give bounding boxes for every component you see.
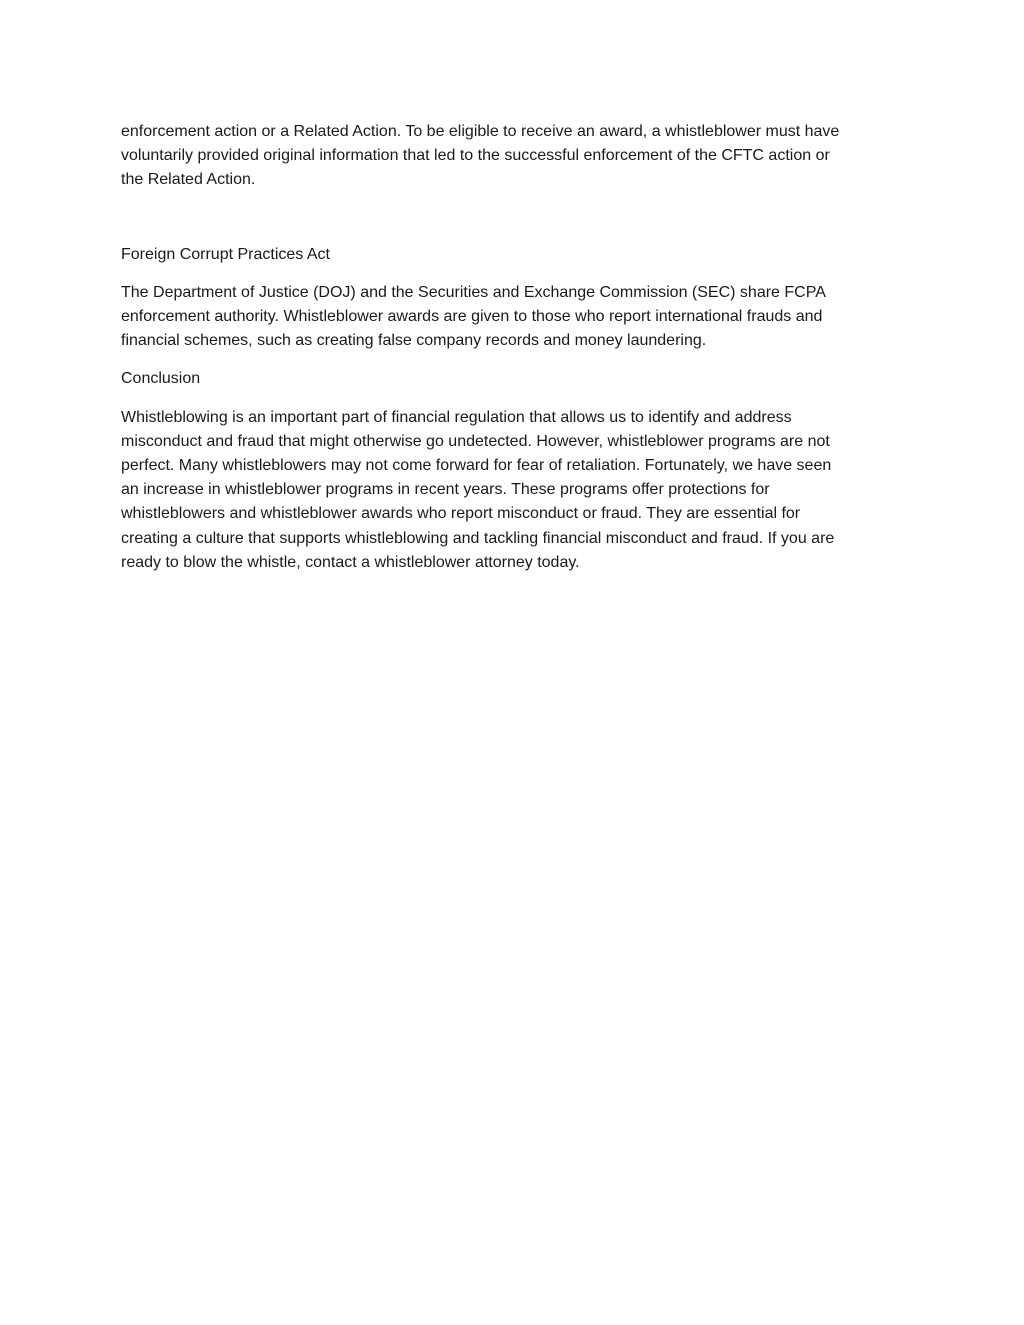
section-heading-conclusion: Conclusion bbox=[121, 370, 201, 388]
document-page bbox=[121, 120, 901, 575]
text-line: misconduct and fraud that might otherwise go undetected. However, whistleblower programs are not bbox=[121, 432, 830, 450]
section-heading-fcpa: Foreign Corrupt Practices Act bbox=[121, 245, 330, 263]
text-line: perfect. Many whistleblowers may not come forward for fear of retaliation. Fortunately, we have seen bbox=[121, 457, 832, 475]
text-line: the Related Action. bbox=[121, 171, 256, 189]
text-line: Whistleblowing is an important part of financial regulation that allows us to identify and address bbox=[121, 408, 792, 426]
text-line: voluntarily provided original information that led to the successful enforcement of the CFTC action or bbox=[121, 147, 830, 165]
text-line: ready to blow the whistle, contact a whistleblower attorney today. bbox=[121, 553, 580, 571]
text-line: creating a culture that supports whistleblowing and tackling financial misconduct and fraud. If you are bbox=[121, 529, 835, 547]
text-line: enforcement authority. Whistleblower awards are given to those who report international frauds and bbox=[121, 308, 823, 326]
text-line: The Department of Justice (DOJ) and the Securities and Exchange Commission (SEC) share FCPA bbox=[121, 283, 826, 301]
paragraph-cftc-continuation bbox=[121, 120, 901, 193]
text-line: an increase in whistleblower programs in recent years. These programs offer protections for bbox=[121, 481, 770, 499]
text-line: financial schemes, such as creating false company records and money laundering. bbox=[121, 332, 707, 350]
text-line: whistleblowers and whistleblower awards who report misconduct or fraud. They are essential for bbox=[121, 505, 801, 523]
paragraph-fcpa bbox=[121, 281, 901, 354]
text-line: enforcement action or a Related Action. To be eligible to receive an award, a whistleblower must have bbox=[121, 123, 840, 140]
paragraph-conclusion bbox=[121, 406, 901, 575]
